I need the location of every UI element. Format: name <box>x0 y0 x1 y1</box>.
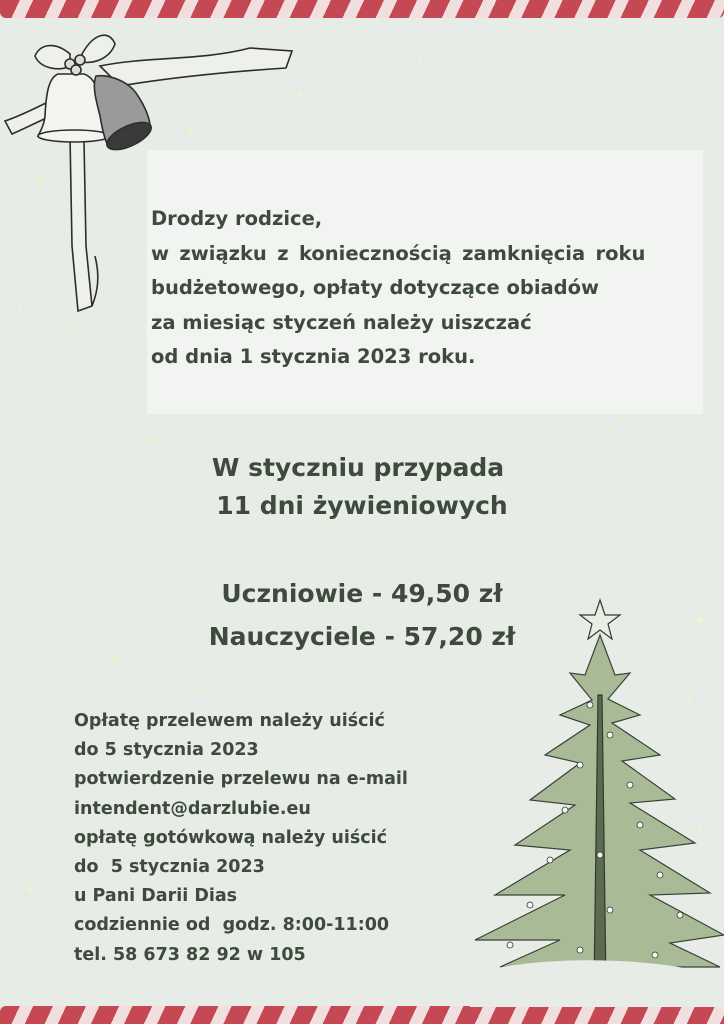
payment-line: Opłatę przelewem należy uiścić <box>74 711 385 731</box>
payment-line: do 5 stycznia 2023 <box>74 740 259 761</box>
payment-info <box>74 707 408 970</box>
phone-number: tel. 58 673 82 92 w 105 <box>74 944 306 965</box>
meal-days-headline: W styczniu przypada <box>211 453 505 482</box>
teacher-price: Nauczyciele - 57,20 zł <box>208 622 516 651</box>
notice-text <box>151 202 699 375</box>
notice-line: budżetowego, opłaty dotyczące obiadów <box>151 276 600 299</box>
email-address: intendent@darzlubie.eu <box>74 798 311 819</box>
student-price: Uczniowie - 49,50 zł <box>221 579 503 608</box>
payment-line: do 5 stycznia 2023 <box>74 857 265 878</box>
payment-line: potwierdzenie przelewu na e-mail <box>74 769 408 790</box>
notice-greeting: Drodzy rodzice, <box>151 207 323 230</box>
payment-line: u Pani Darii Dias <box>74 886 238 907</box>
notice-line: od dnia 1 stycznia 2023 roku. <box>151 345 476 368</box>
notice-line: w związku z koniecznością zamknięcia roku <box>151 241 646 265</box>
meal-days-count: 11 dni żywieniowych <box>216 491 508 520</box>
payment-line: opłatę gotówkową należy uiścić <box>74 827 387 848</box>
payment-line: codziennie od godz. 8:00-11:00 <box>74 915 390 936</box>
notice-line: za miesiąc styczeń należy uiszczać <box>151 310 532 334</box>
